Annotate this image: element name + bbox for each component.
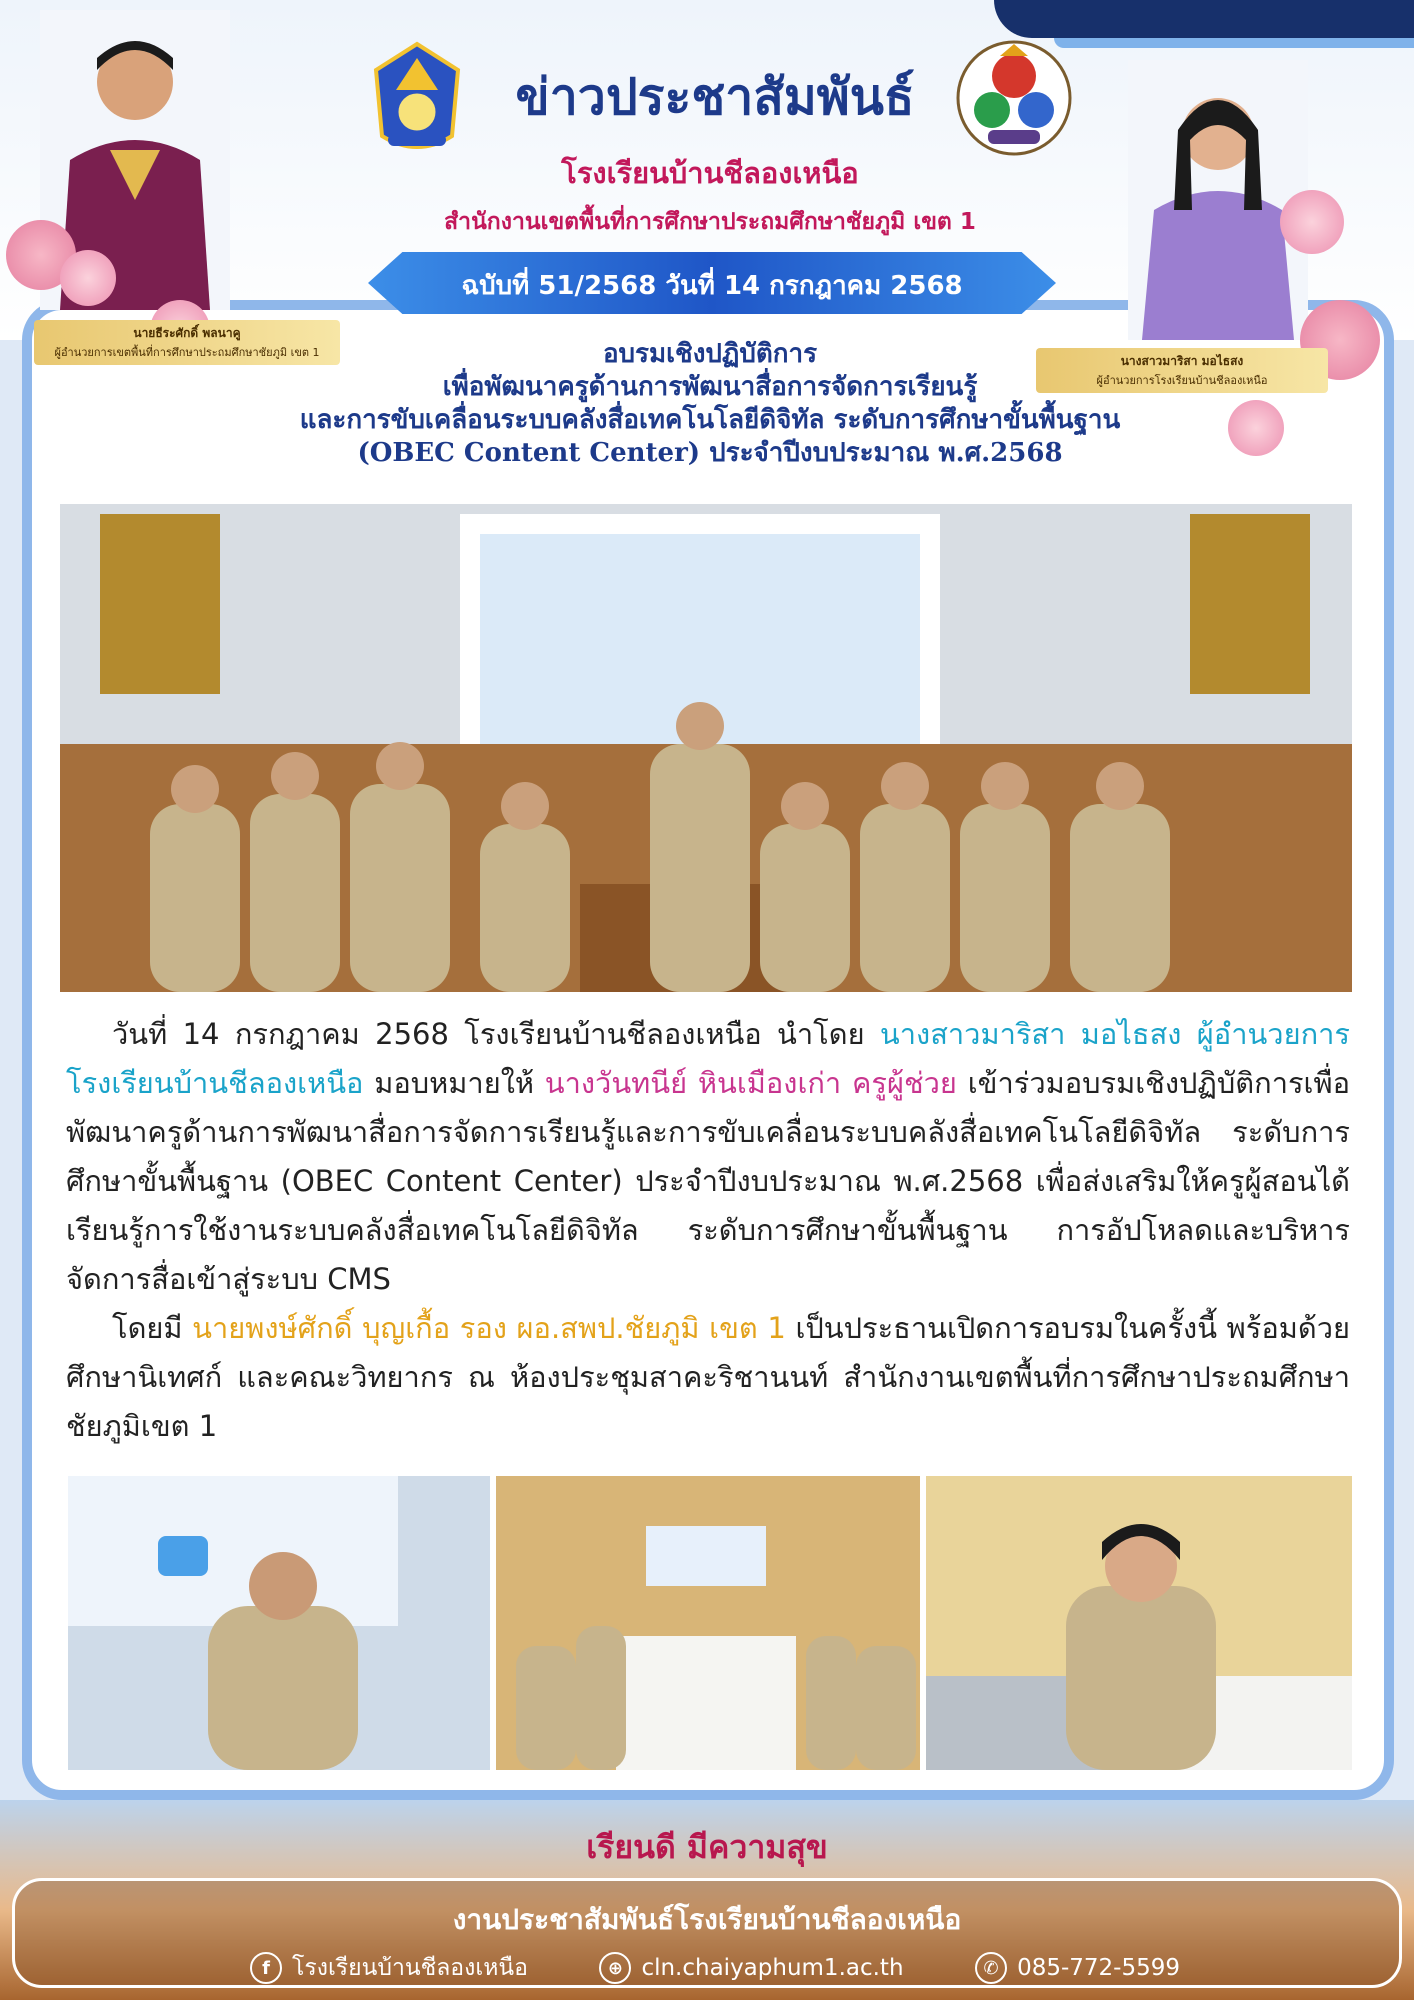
- article-text: โดยมี: [112, 1311, 193, 1345]
- photo-participant: [926, 1476, 1352, 1770]
- photo-speaker-image: [68, 1476, 490, 1770]
- headline: [150, 338, 1270, 470]
- article-text: วันที่ 14 กรกฎาคม 2568 โรงเรียนบ้านชีลองเหนือ นำโดย: [112, 1017, 880, 1051]
- website-label: cln.chaiyaphum1.ac.th: [641, 1955, 904, 1981]
- photo-training-room-image: [496, 1476, 920, 1770]
- article-highlight-teacher: นางวันทนีย์ หินเมืองเก่า ครูผู้ช่วย: [544, 1066, 957, 1100]
- phone-icon: ✆: [975, 1952, 1007, 1984]
- article-highlight-director: นางสาวมาริสา มอไธสง ผู้อำนวยการโรงเรียนบ้านชีลองเหนือ: [66, 1017, 1351, 1100]
- name-tag-right-position: ผู้อำนวยการโรงเรียนบ้านชีลองเหนือ: [1096, 374, 1268, 387]
- group-photo-image: [60, 504, 1352, 992]
- article-text: เป็นประธานเปิดการอบรมในครั้งนี้ พร้อมด้วย ศึกษานิเทศก์ และคณะวิทยากร ณ ห้องประชุมสาคะริชานนท์ สำนักงานเขตพื้นที่การศึกษาประถมศึกษาชัยภูมิเขต 1: [66, 1311, 1350, 1443]
- facebook-icon: f: [250, 1952, 282, 1984]
- article-text: เข้าร่วมอบรมเชิงปฏิบัติการเพื่อพัฒนาครูด้านการพัฒนาสื่อการจัดการเรียนรู้และการขับเคลื่อนระบบคลังสื่อเทคโนโลยีดิจิทัล ระดับการศึกษาขั้นพื้นฐาน (OBEC Content Center) ประจำปีงบประมาณ พ.ศ.2568 เพื่อส่งเสริมให้ครูผู้สอนได้เรียนรู้การใช้งานระบบคลังสื่อเทคโนโลยีดิจิทัล ระดับการศึกษาขั้นพื้นฐาน การอัปโหลดและบริหารจัดการสื่อเข้าสู่ระบบ CMS: [66, 1066, 1350, 1296]
- article-body: [66, 1010, 1350, 1451]
- flower-decoration: [60, 250, 116, 306]
- school-motto: เรียนดี มีความสุข: [586, 1828, 828, 1866]
- article-text: มอบหมายให้: [363, 1066, 545, 1100]
- headline-line-1: อบรมเชิงปฏิบัติการ: [602, 339, 818, 369]
- corner-decoration: [994, 0, 1414, 38]
- article-paragraph-2: [66, 1304, 1350, 1451]
- name-tag-left-name: นายธีระศักดิ์ พลนาคู: [133, 326, 241, 340]
- portrait-right: [1128, 60, 1308, 340]
- phone-link[interactable]: [975, 1952, 1180, 1984]
- footer-title: งานประชาสัมพันธ์โรงเรียนบ้านชีลองเหนือ: [452, 1903, 962, 1936]
- headline-line-4: (OBEC Content Center) ประจำปีงบประมาณ พ.ศ.2568: [357, 438, 1063, 468]
- website-link[interactable]: [599, 1952, 903, 1984]
- photo-participant-image: [926, 1476, 1352, 1770]
- issue-number: ฉบับที่ 51/2568 วันที่ 14 กรกฎาคม 2568: [461, 271, 963, 301]
- corner-decoration-accent: [1054, 38, 1414, 48]
- facebook-link[interactable]: [250, 1950, 528, 1986]
- portrait-right-image: [1128, 60, 1308, 340]
- headline-line-3: และการขับเคลื่อนระบบคลังสื่อเทคโนโลยีดิจิทัล ระดับการศึกษาขั้นพื้นฐาน: [299, 405, 1121, 435]
- facebook-label: โรงเรียนบ้านชีลองเหนือ: [292, 1955, 528, 1981]
- photo-training-room: [496, 1476, 920, 1770]
- office-name: สำนักงานเขตพื้นที่การศึกษาประถมศึกษาชัยภูมิ เขต 1: [444, 209, 976, 235]
- phone-label: 085-772-5599: [1017, 1955, 1180, 1981]
- page-title: ข่าวประชาสัมพันธ์: [515, 67, 915, 126]
- photo-speaker: [68, 1476, 490, 1770]
- school-name: โรงเรียนบ้านชีลองเหนือ: [561, 156, 859, 190]
- name-tag-right-name: นางสาวมาริสา มอไธสง: [1120, 354, 1244, 368]
- model-badge-logo: [954, 38, 1074, 158]
- headline-line-2: เพื่อพัฒนาครูด้านการพัฒนาสื่อการจัดการเรียนรู้: [442, 372, 978, 402]
- article-highlight-chairman: นายพงษ์ศักดิ์ บุญเกื้อ รอง ผอ.สพป.ชัยภูมิ เขต 1: [192, 1311, 786, 1345]
- flower-decoration: [1280, 190, 1344, 254]
- globe-icon: ⊕: [599, 1952, 631, 1984]
- school-logo: [368, 40, 466, 158]
- contact-bar: [250, 1950, 1180, 1986]
- name-tag-left-position: ผู้อำนวยการเขตพื้นที่การศึกษาประถมศึกษาชัยภูมิ เขต 1: [54, 346, 320, 359]
- article-paragraph-1: [66, 1010, 1350, 1304]
- main-photo: [60, 504, 1352, 992]
